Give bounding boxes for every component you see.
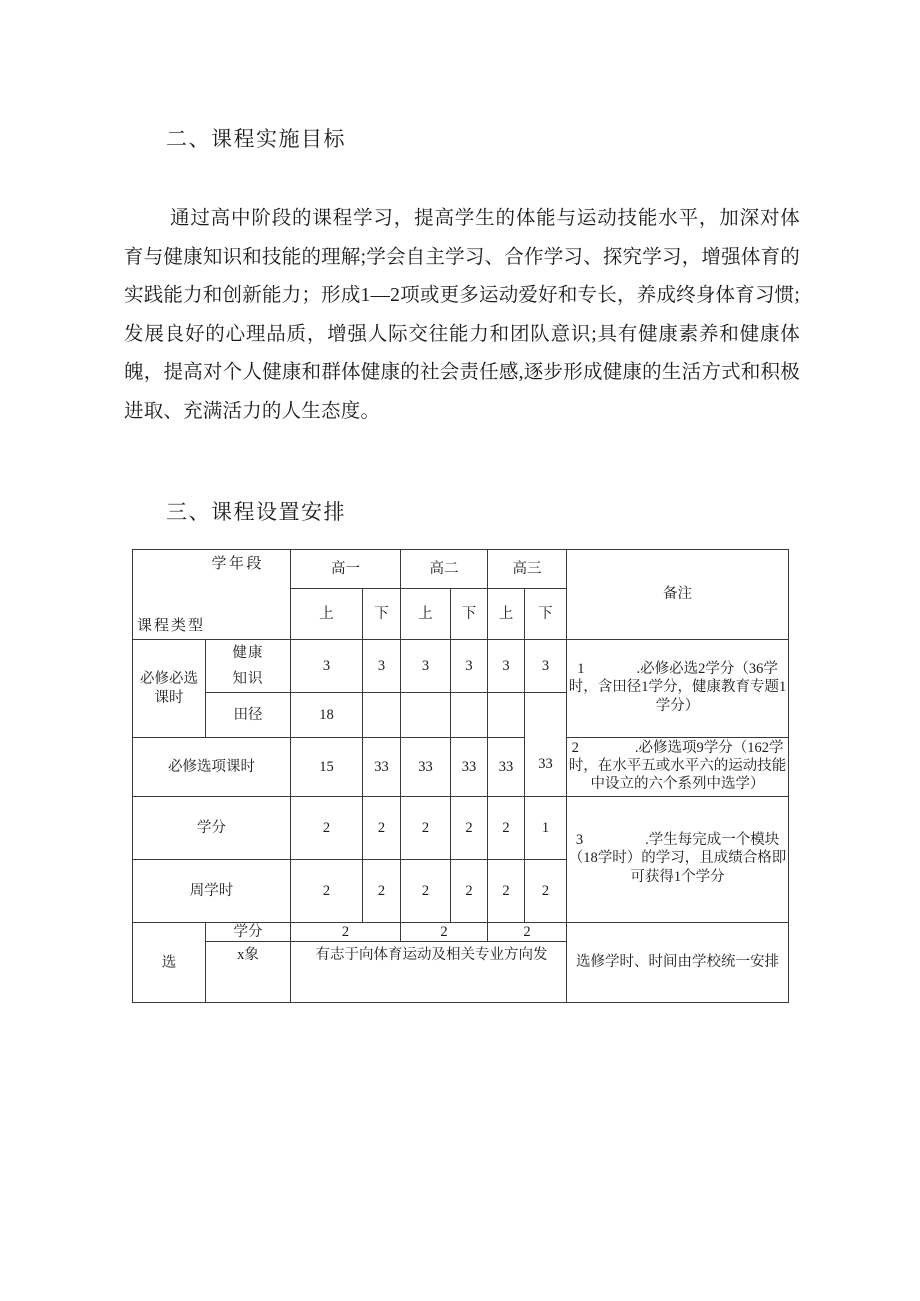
table-row-credits — [133, 797, 789, 860]
corner-header-cell — [133, 550, 291, 640]
credits-value-2: 2 — [401, 797, 451, 860]
elective-required-value-1: 33 — [363, 738, 401, 797]
elective-target-description: 有志于向体育运动及相关专业方向发 — [291, 942, 567, 1003]
term-header-5: 下 — [525, 589, 567, 640]
elective-credits-value-1: 2 — [401, 923, 488, 942]
track-value-0: 18 — [291, 693, 363, 738]
grade-header-1: 高一 — [291, 550, 401, 589]
elective-credits-value-2: 2 — [488, 923, 567, 942]
track-value-4 — [488, 693, 525, 738]
weekly-value-2: 2 — [401, 860, 451, 923]
row-label-elective-group: 选 — [133, 923, 206, 1003]
row-label-credits: 学分 — [133, 797, 291, 860]
term-header-2: 上 — [401, 589, 451, 640]
row-label-elective-credits: 学分 — [206, 923, 291, 942]
grade-header-2: 高二 — [401, 550, 488, 589]
grade-header-3: 高三 — [488, 550, 567, 589]
credits-value-0: 2 — [291, 797, 363, 860]
weekly-value-0: 2 — [291, 860, 363, 923]
track-value-3 — [451, 693, 488, 738]
remarks-cell-item-1 — [567, 640, 789, 738]
weekly-value-4: 2 — [488, 860, 525, 923]
health-knowledge-line-2: 知识 — [232, 671, 264, 687]
row-label-elective-target: x象 — [206, 942, 291, 1003]
row-label-required-selected-hours: 必修必选课时 — [133, 640, 206, 738]
weekly-value-5: 2 — [525, 860, 567, 923]
remark-1-number: 1 — [577, 661, 585, 678]
weekly-value-1: 2 — [363, 860, 401, 923]
table-row-elective-required-hours — [133, 738, 789, 797]
health-value-5: 3 — [525, 640, 567, 693]
weekly-value-3: 2 — [451, 860, 488, 923]
health-knowledge-line-1: 健康 — [232, 645, 264, 661]
track-value-5-merged — [525, 693, 567, 797]
credits-value-1: 2 — [363, 797, 401, 860]
health-value-0: 3 — [291, 640, 363, 693]
remarks-header: 备注 — [567, 550, 789, 640]
remark-1-text: .必修必选2学分（36学时，含田径1学分，健康教育专题1学分） — [568, 661, 787, 714]
track-value-1 — [363, 693, 401, 738]
health-value-4: 3 — [488, 640, 525, 693]
elective-required-value-5: 33 — [538, 756, 553, 773]
elective-required-value-4: 33 — [488, 738, 525, 797]
term-header-4: 上 — [488, 589, 525, 640]
remark-2-number: 2 — [571, 739, 579, 756]
remarks-cell-elective-note — [567, 923, 789, 1003]
table-row-health-knowledge — [133, 640, 789, 693]
elective-credits-value-0: 2 — [291, 923, 401, 942]
remark-2-text: .必修选项9学分（162学时，在水平五或水平六的运动技能中设立的六个系列中选学） — [568, 739, 787, 793]
credits-value-4: 2 — [488, 797, 525, 860]
track-value-2 — [401, 693, 451, 738]
page-title-section-three: 三、课程设置安排 — [166, 500, 346, 524]
course-arrangement-table — [132, 549, 789, 1003]
corner-label-school-year: 学年段 — [211, 556, 265, 572]
elective-note-text: 选修学时、时间由学校统一安排 — [576, 953, 780, 970]
term-header-1: 下 — [363, 589, 401, 640]
term-header-3: 下 — [451, 589, 488, 640]
health-value-3: 3 — [451, 640, 488, 693]
page-title-section-two: 二、课程实施目标 — [166, 127, 346, 151]
elective-required-value-2: 33 — [401, 738, 451, 797]
row-label-track-field: 田径 — [206, 693, 291, 738]
remarks-cell-item-3 — [567, 797, 789, 923]
table-row-elective-credits — [133, 923, 789, 942]
term-header-0: 上 — [291, 589, 363, 640]
table-header-row-grades — [133, 550, 789, 589]
remark-3-text: .学生每完成一个模块（18学时）的学习，且成绩合格即可获得1个学分 — [568, 832, 787, 885]
row-label-weekly-hours: 周学时 — [133, 860, 291, 923]
remarks-cell-item-2 — [567, 738, 789, 797]
row-label-elective-required-hours: 必修选项课时 — [133, 738, 291, 797]
course-arrangement-table-wrap — [132, 549, 788, 1003]
health-value-1: 3 — [363, 640, 401, 693]
credits-value-3: 2 — [451, 797, 488, 860]
objectives-paragraph: 通过高中阶段的课程学习，提高学生的体能与运动技能水平，加深对体育与健康知识和技能的理解;学会自主学习、合作学习、探究学习，增强体育的实践能力和创新能力；形成1—2项或更多运动爱好和专长，养成终身体育习惯;发展良好的心理品质，增强人际交往能力和团队意识;具有健康素养和健康体魄，提高对个人健康和群体健康的社会责任感,逐步形成健康的生活方式和积极进取、充满活力的人生态度。 — [124, 208, 800, 422]
corner-label-course-type: 课程类型 — [137, 618, 206, 635]
elective-required-value-0: 15 — [291, 738, 363, 797]
health-value-2: 3 — [401, 640, 451, 693]
credits-value-5: 1 — [525, 797, 567, 860]
row-label-health-knowledge — [206, 640, 291, 693]
remark-3-number: 3 — [575, 832, 584, 849]
elective-required-value-3: 33 — [451, 738, 488, 797]
